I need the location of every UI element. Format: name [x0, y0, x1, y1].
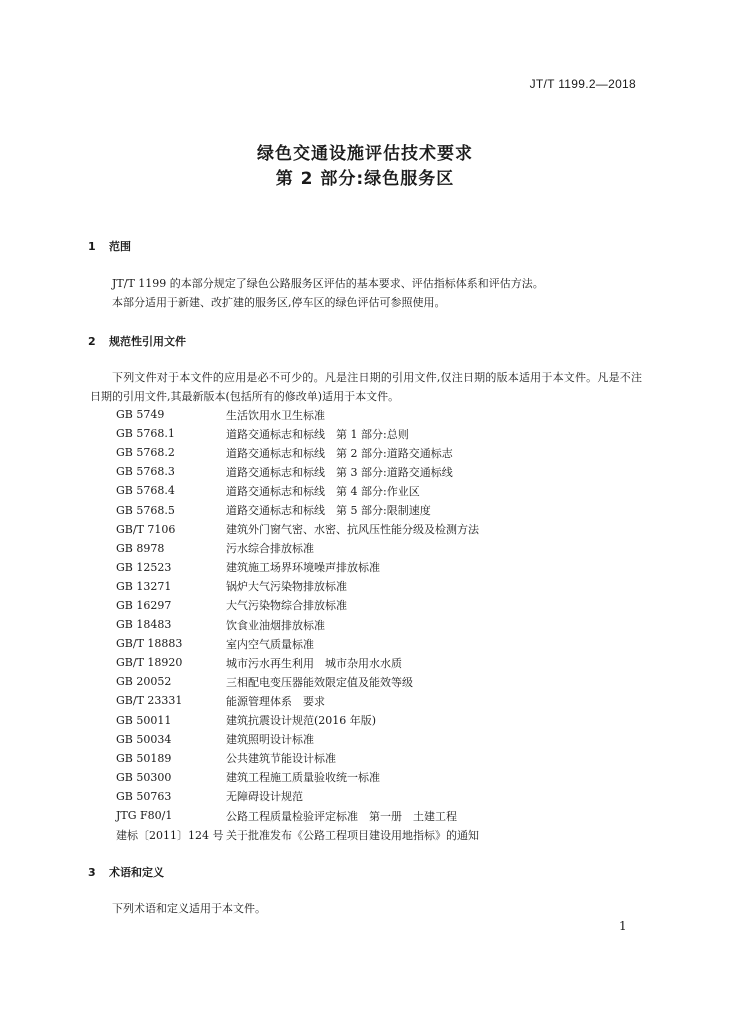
paragraph: 本部分适用于新建、改扩建的服务区,停车区的绿色评估可参照使用。 — [112, 296, 446, 309]
section-title: 术语和定义 — [109, 866, 164, 879]
reference-item — [116, 500, 636, 519]
reference-item — [116, 443, 636, 462]
reference-title: 关于批准发布《公路工程项目建设用地指标》的通知 — [226, 828, 479, 842]
reference-title: 建筑工程施工质量验收统一标准 — [226, 771, 380, 785]
reference-title: 建筑照明设计标准 — [226, 733, 314, 747]
reference-item — [116, 672, 636, 691]
reference-code: 建标〔2011〕124 号 — [116, 828, 224, 842]
reference-item — [116, 825, 636, 844]
reference-code: GB 5768.1 — [116, 427, 175, 441]
reference-title: 能源管理体系 要求 — [226, 694, 325, 708]
reference-code: GB 50011 — [116, 713, 172, 727]
reference-code: GB/T 23331 — [116, 694, 183, 708]
reference-item — [116, 730, 636, 749]
reference-item — [116, 539, 636, 558]
reference-title: 道路交通标志和标线 第 4 部分:作业区 — [226, 484, 420, 498]
reference-code: GB/T 18883 — [116, 637, 183, 651]
reference-code: GB 8978 — [116, 541, 165, 555]
reference-item — [116, 558, 636, 577]
paragraph: 下列术语和定义适用于本文件。 — [112, 902, 266, 915]
section-heading-scope — [88, 238, 131, 254]
reference-title: 道路交通标志和标线 第 1 部分:总则 — [226, 427, 409, 441]
reference-code: GB/T 7106 — [116, 522, 176, 536]
document-title: 绿色交通设施评估技术要求 — [257, 144, 473, 164]
reference-item — [116, 634, 636, 653]
paragraph: JT/T 1199 的本部分规定了绿色公路服务区评估的基本要求、评估指标体系和评估方法。 — [112, 277, 544, 290]
section-title: 规范性引用文件 — [109, 335, 186, 348]
reference-code: GB 5749 — [116, 408, 165, 422]
reference-item — [116, 768, 636, 787]
reference-code: GB 18483 — [116, 618, 172, 632]
section-heading-normative-references — [88, 333, 186, 349]
reference-title: 无障碍设计规范 — [226, 790, 303, 804]
reference-item — [116, 749, 636, 768]
reference-item — [116, 691, 636, 710]
document-subtitle: 第 2 部分:绿色服务区 — [275, 169, 455, 189]
section-number: 1 — [88, 240, 96, 253]
section-number: 3 — [88, 866, 96, 879]
reference-title: 饮食业油烟排放标准 — [226, 618, 325, 632]
reference-code: GB 13271 — [116, 579, 172, 593]
section-number: 2 — [88, 335, 96, 348]
reference-item — [116, 577, 636, 596]
reference-code: GB 5768.2 — [116, 446, 175, 460]
reference-title: 大气污染物综合排放标准 — [226, 599, 347, 613]
reference-title: 室内空气质量标准 — [226, 637, 314, 651]
reference-item — [116, 424, 636, 443]
section-title: 范围 — [109, 240, 131, 253]
reference-item — [116, 806, 636, 825]
reference-title: 城市污水再生利用 城市杂用水水质 — [226, 656, 402, 670]
reference-code: GB 12523 — [116, 560, 172, 574]
reference-title: 污水综合排放标准 — [226, 542, 314, 556]
reference-code: GB 20052 — [116, 675, 172, 689]
reference-title: 建筑抗震设计规范(2016 年版) — [226, 714, 377, 728]
page-number: 1 — [619, 919, 627, 933]
reference-item — [116, 711, 636, 730]
reference-code: JTG F80/1 — [116, 809, 173, 823]
reference-item — [116, 520, 636, 539]
reference-title: 建筑外门窗气密、水密、抗风压性能分级及检测方法 — [226, 523, 479, 537]
reference-code: GB 50300 — [116, 770, 172, 784]
reference-title: 道路交通标志和标线 第 2 部分:道路交通标志 — [226, 446, 453, 460]
reference-code: GB 5768.3 — [116, 465, 175, 479]
reference-title: 生活饮用水卫生标准 — [226, 408, 325, 422]
reference-code: GB/T 18920 — [116, 656, 183, 670]
reference-title: 道路交通标志和标线 第 5 部分:限制速度 — [226, 504, 431, 518]
reference-code: GB 50034 — [116, 732, 172, 746]
standard-code: JT/T 1199.2—2018 — [529, 77, 636, 91]
reference-code: GB 50763 — [116, 789, 172, 803]
section-heading-terms-definitions — [88, 864, 164, 880]
reference-code: GB 50189 — [116, 751, 172, 765]
reference-title: 公路工程质量检验评定标准 第一册 土建工程 — [226, 809, 457, 823]
reference-code: GB 16297 — [116, 598, 172, 612]
reference-item — [116, 596, 636, 615]
reference-title: 建筑施工场界环境噪声排放标准 — [226, 561, 380, 575]
reference-item — [116, 462, 636, 481]
reference-item — [116, 481, 636, 500]
reference-title: 公共建筑节能设计标准 — [226, 752, 336, 766]
reference-list — [116, 405, 636, 844]
reference-item — [116, 405, 636, 424]
reference-title: 锅炉大气污染物排放标准 — [226, 580, 347, 594]
reference-item — [116, 615, 636, 634]
reference-title: 三相配电变压器能效限定值及能效等级 — [226, 675, 413, 689]
paragraph: 下列文件对于本文件的应用是必不可少的。凡是注日期的引用文件,仅注日期的版本适用于本文件。凡是不注日期的引用文件,其最新版本(包括所有的修改单)适用于本文件。 — [90, 371, 642, 403]
reference-code: GB 5768.5 — [116, 503, 175, 517]
reference-item — [116, 787, 636, 806]
reference-item — [116, 653, 636, 672]
reference-code: GB 5768.4 — [116, 484, 175, 498]
reference-title: 道路交通标志和标线 第 3 部分:道路交通标线 — [226, 465, 453, 479]
